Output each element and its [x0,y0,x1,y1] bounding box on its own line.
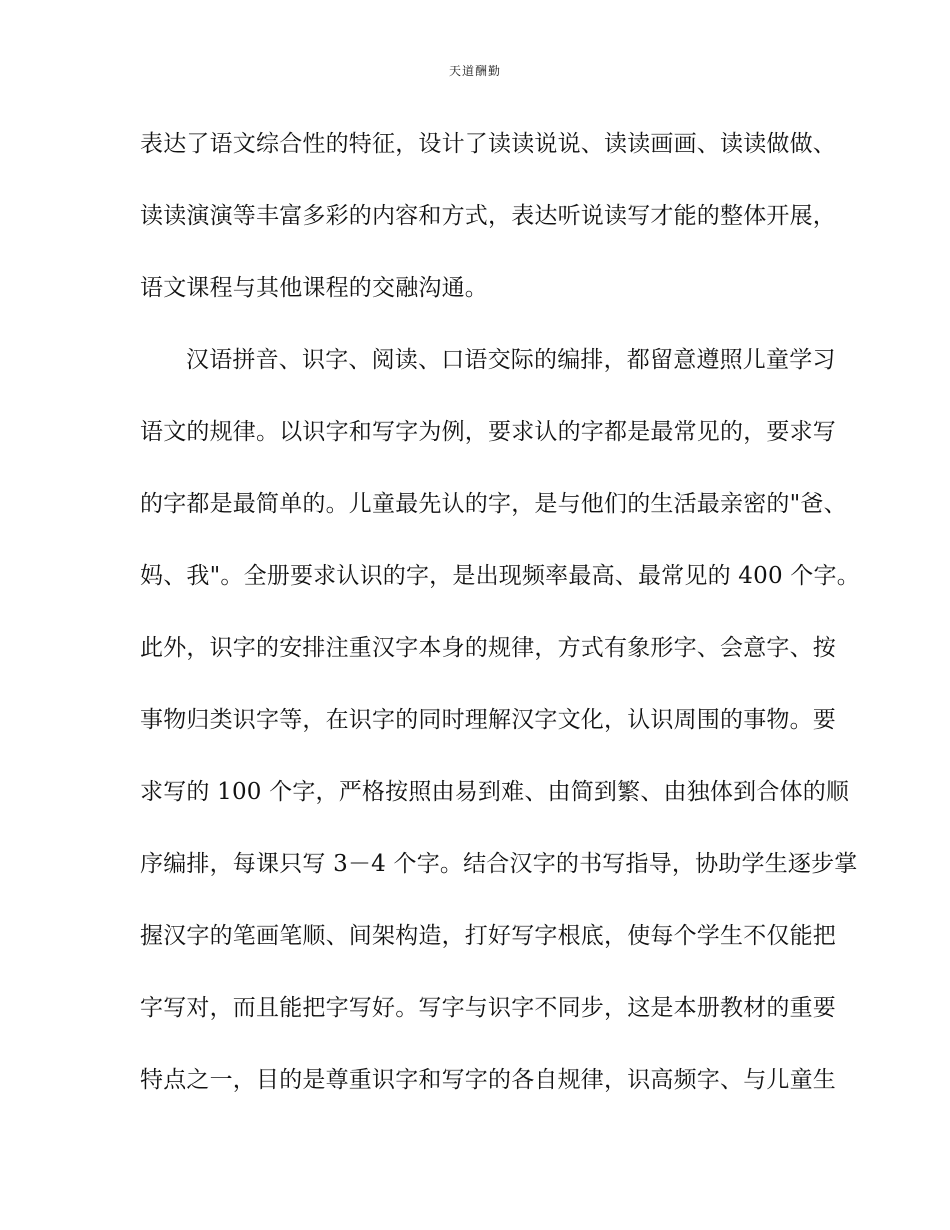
text-line: 序编排，每课只写 3－4 个字。结合汉字的书写指导，协助学生逐步掌 [140,851,858,877]
text-line: 的字都是最简单的。儿童最先认的字，是与他们的生活最亲密的"爸、 [140,491,847,517]
text-line: 此外，识字的安排注重汉字本身的规律，方式有象形字、会意字、按 [140,635,836,661]
text-line: 妈、我"。全册要求认识的字，是出现频率最高、最常见的 400 个字。 [140,563,860,589]
document-body [140,118,860,1126]
text-line: 事物归类识字等，在识字的同时理解汉字文化，认识周围的事物。要 [140,707,836,733]
text-line: 表达了语文综合性的特征，设计了读读说说、读读画画、读读做做、 [140,131,836,157]
text-line: 握汉字的笔画笔顺、间架构造，打好写字根底，使每个学生不仅能把 [140,923,836,949]
text-line: 求写的 100 个字，严格按照由易到难、由简到繁、由独体到合体的顺 [140,779,850,805]
text-line: 语文的规律。以识字和写字为例，要求认的字都是最常见的，要求写 [140,419,836,445]
paragraph-2 [140,334,860,1126]
page-header: 天道酬勤 [448,64,501,78]
text-line: 读读演演等丰富多彩的内容和方式，表达听说读写才能的整体开展， [140,203,836,229]
text-line: 汉语拼音、识字、阅读、口语交际的编排，都留意遵照儿童学习 [186,347,836,373]
text-line: 字写对，而且能把字写好。写字与识字不同步，这是本册教材的重要 [140,995,836,1021]
text-line: 语文课程与其他课程的交融沟通。 [140,275,488,301]
text-line: 特点之一，目的是尊重识字和写字的各自规律，识高频字、与儿童生 [140,1067,836,1093]
paragraph-1 [140,118,836,334]
